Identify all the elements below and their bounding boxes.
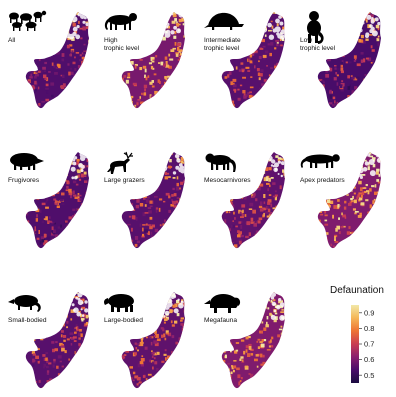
legend-ticks bbox=[359, 308, 374, 379]
panel-label-high-trophic: trophic level bbox=[104, 45, 140, 52]
map-high-trophic bbox=[112, 11, 191, 112]
panel-label-all: All bbox=[8, 37, 16, 44]
herd-icon bbox=[9, 11, 46, 31]
panel-intermediate-trophic bbox=[204, 10, 291, 109]
legend-tick-label: 0.6 bbox=[364, 355, 375, 365]
ocelot-icon bbox=[206, 154, 236, 173]
legend-tick-label: 0.9 bbox=[364, 308, 375, 318]
panel-label-intermediate-trophic: trophic level bbox=[204, 45, 240, 52]
panel-label-large-bodied: Large-bodied bbox=[104, 317, 143, 324]
panel-frugivores bbox=[8, 151, 95, 252]
deer-icon bbox=[107, 152, 133, 174]
panel-low-trophic bbox=[300, 10, 388, 111]
opossum-icon bbox=[8, 295, 41, 312]
panel-mesocarnivores bbox=[204, 150, 290, 251]
armadillo-icon bbox=[204, 13, 244, 30]
panel-megafauna bbox=[204, 290, 290, 388]
panel-large-grazers bbox=[104, 150, 191, 250]
panel-large-bodied bbox=[104, 291, 190, 392]
panel-apex-predators bbox=[300, 150, 387, 249]
panel-label-frugivores: Frugivores bbox=[8, 177, 40, 184]
forest-outline bbox=[122, 152, 185, 248]
defaunation-legend bbox=[330, 285, 384, 383]
puma-icon bbox=[105, 13, 137, 30]
legend-tick-label: 0.7 bbox=[364, 339, 375, 349]
panel-label-megafauna: Megafauna bbox=[204, 317, 237, 324]
panel-label-high-trophic: High bbox=[104, 37, 118, 44]
peccary-icon bbox=[10, 153, 44, 170]
jaguar-icon bbox=[301, 154, 340, 168]
panel-label-small-bodied: Small-bodied bbox=[8, 317, 47, 324]
legend-tick-label: 0.8 bbox=[364, 324, 375, 333]
panel-label-low-trophic: Low bbox=[300, 37, 313, 44]
panel-high-trophic bbox=[104, 11, 191, 112]
legend-color-bar bbox=[351, 305, 359, 383]
panel-label-low-trophic: trophic level bbox=[300, 45, 336, 52]
panel-label-large-grazers: Large grazers bbox=[104, 177, 145, 184]
panel-all bbox=[8, 10, 95, 111]
legend-tick-label: 0.5 bbox=[364, 370, 375, 380]
map-apex-predators bbox=[308, 150, 386, 249]
panel-label-intermediate-trophic: Intermediate bbox=[204, 37, 241, 44]
map-panels bbox=[8, 10, 388, 391]
panel-label-mesocarnivores: Mesocarnivores bbox=[204, 177, 251, 184]
tapir-icon bbox=[104, 294, 134, 312]
panel-small-bodied bbox=[8, 290, 95, 390]
legend-title: Defaunation bbox=[330, 285, 384, 296]
anteater-icon bbox=[204, 294, 240, 313]
panel-label-apex-predators: Apex predators bbox=[300, 177, 345, 184]
